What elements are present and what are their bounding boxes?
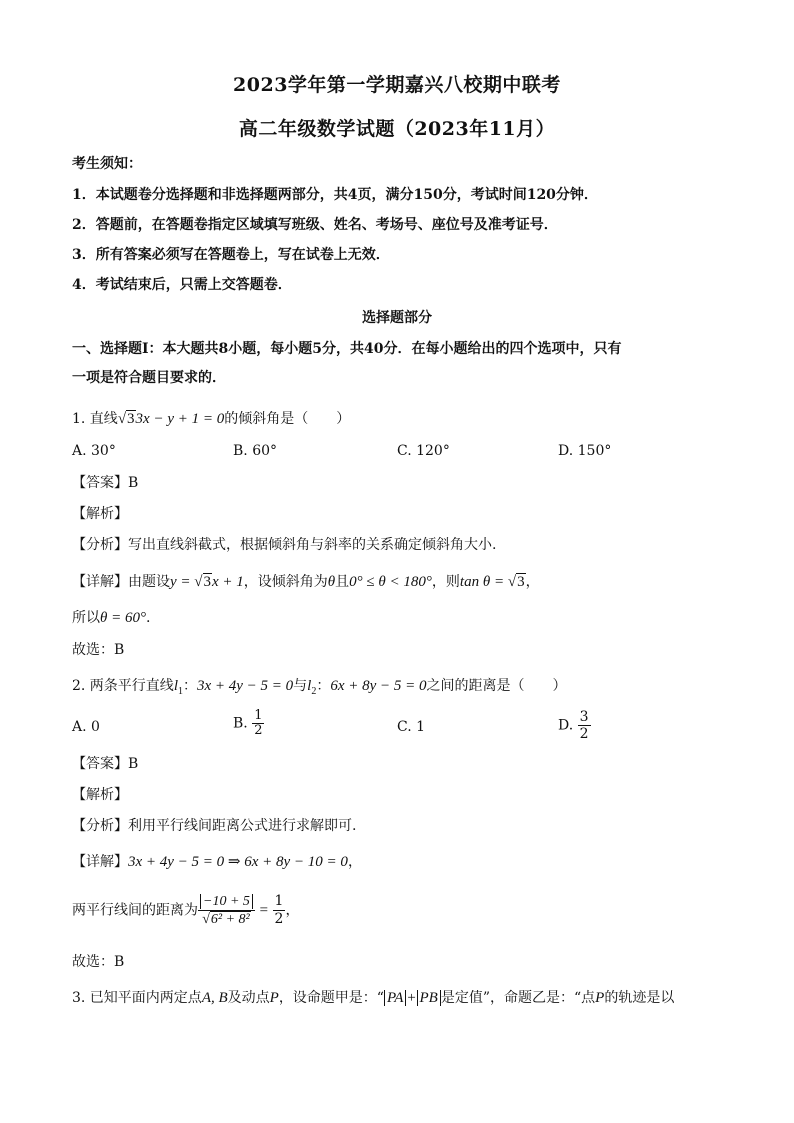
q3-stem: 3. 已知平面内两定点A, B及动点P，设命题甲是：“ PA + PB 是定值”，命题乙是：“点P的轨迹是以	[72, 990, 675, 1006]
q2-detail: 【详解】3x + 4y − 5 = 0 ⇒ 6x + 8y − 10 = 0，	[72, 854, 362, 870]
q1-fenxi: 【分析】写出直线斜截式，根据倾斜角与斜率的关系确定倾斜角大小.	[72, 537, 497, 553]
q1-option-c: C. 120°	[397, 443, 450, 459]
section-heading: 选择题部分	[362, 310, 432, 326]
q1-option-b: B. 60°	[233, 443, 278, 459]
q2-option-c: C. 1	[397, 719, 426, 735]
section-intro-1: 一、选择题Ⅰ：本大题共8小题，每小题5分，共40分．在每小题给出的四个选项中，只有	[72, 341, 622, 357]
q1-answer: 【答案】B	[72, 475, 139, 491]
exam-subtitle: 高二年级数学试题（2023年11月）	[238, 118, 556, 140]
q1-equation: 3x − y + 1 = 0	[135, 411, 225, 427]
notice-item-1: 1．本试题卷分选择题和非选择题两部分，共4页，满分150分，考试时间120分钟．	[72, 187, 598, 203]
q2-option-b: B. $\frac{1}{2}$	[233, 708, 263, 738]
notice-item-4: 4．考试结束后，只需上交答题卷．	[72, 277, 292, 293]
q2-option-a: A. 0	[72, 719, 100, 735]
q2-answer: 【答案】B	[72, 756, 139, 772]
q2-fenxi: 【分析】利用平行线间距离公式进行求解即可.	[72, 818, 357, 834]
q1-conclusion: 所以θ = 60°.	[72, 610, 151, 626]
q2-choose: 故选：B	[72, 954, 125, 970]
q1-detail: 【详解】由题设y = √3x + 1，设倾斜角为θ且0° ≤ θ < 180°，则tan θ = √3，	[72, 574, 540, 590]
notice-item-2: 2．答题前，在答题卷指定区域填写班级、姓名、考场号、座位号及准考证号．	[72, 217, 558, 233]
q1-number: 1. 直线	[72, 411, 118, 427]
q1-sqrt: √3	[117, 411, 135, 427]
q1-choose: 故选：B	[72, 642, 125, 658]
q1-option-d: D. 150°	[558, 443, 612, 459]
notice-item-3: 3．所有答案必须写在答题卷上，写在试卷上无效．	[72, 247, 390, 263]
q1-tail: 的倾斜角是（ ）	[224, 411, 351, 427]
q1-option-a: A. 30°	[72, 443, 116, 459]
exam-title: 2023学年第一学期嘉兴八校期中联考	[233, 74, 561, 96]
section-intro-2: 一项是符合题目要求的．	[72, 370, 226, 386]
notice-heading: 考生须知：	[72, 156, 142, 172]
q1-stem	[72, 410, 350, 428]
q2-stem: 2. 两条平行直线$l_1$：3x + 4y − 5 = 0与$l_2$：6x + 8y − 5 = 0之间的距离是（ ）	[72, 678, 567, 697]
q1-analysis: 【解析】	[72, 506, 128, 522]
q2-option-d: D. $\frac{3}{2}$	[558, 709, 589, 742]
q2-distance: 两平行线间的距离为 $\frac{-10 + 5}{\text{√6² + 8²}}$ = $\frac{1}{2}$ ，	[72, 893, 300, 927]
q2-analysis: 【解析】	[72, 787, 128, 803]
